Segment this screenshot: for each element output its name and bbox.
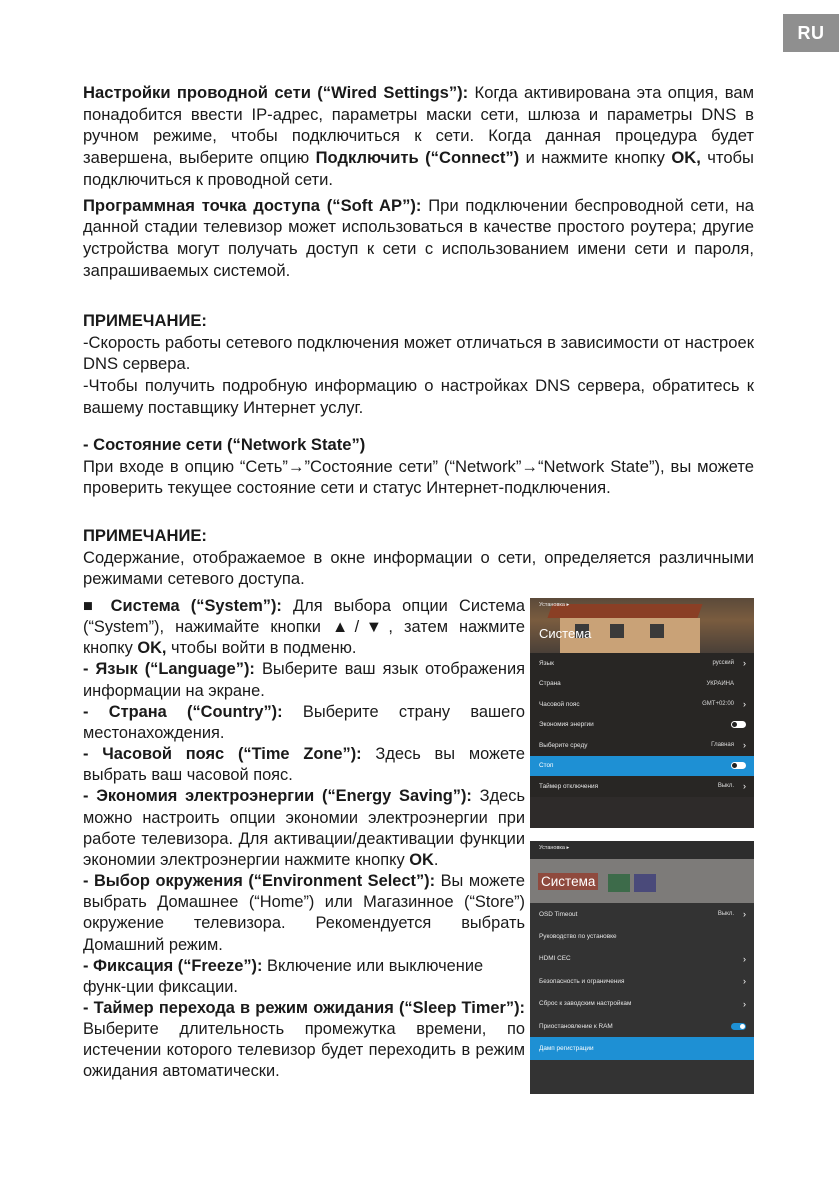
timezone-term: - Часовой пояс (“Time Zone”): xyxy=(83,745,362,764)
chevron-right-icon: › xyxy=(743,976,746,987)
country-text: Выберите страну вашего местонахождения. xyxy=(83,702,525,742)
row-label: Язык xyxy=(539,659,554,667)
row-value: русский xyxy=(712,660,734,667)
row-label: Выберите среду xyxy=(539,741,588,749)
row-label: Дамп регистрации xyxy=(539,1045,594,1053)
note-1-line-2: -Чтобы получить подробную информацию о настройках DNS сервера, обратитесь к вашему поставщику Интернет услуг. xyxy=(83,376,754,417)
network-state-section xyxy=(83,434,754,499)
menu-title: Система xyxy=(538,873,598,890)
menu-row-sleep-timer[interactable] xyxy=(530,776,754,797)
language-text: Выберите ваш язык отображения информации на экране. xyxy=(83,660,525,700)
environment-text: Вы можете выбрать Домашнее (“Home”) или Магазинное (“Store”) окружение телевизора. Рекомендуется выбрать Домашний режим. xyxy=(83,872,525,954)
note-1-line-1: -Скорость работы сетевого подключения может отличаться в зависимости от настроек DNS сервера. xyxy=(83,332,754,374)
breadcrumb: Установка ▸ xyxy=(539,845,570,851)
system-text-2: чтобы войти в подменю. xyxy=(166,639,357,658)
menu-row-install-guide[interactable] xyxy=(530,925,754,947)
freeze-paragraph xyxy=(83,956,525,998)
environment-term: - Выбор окружения (“Environment Select”): xyxy=(83,872,436,891)
connect-term: Подключить (“Connect”) xyxy=(315,148,520,168)
system-ok: OK, xyxy=(137,639,167,658)
menu-row-security[interactable] xyxy=(530,970,754,992)
breadcrumb: Установка ▸ xyxy=(539,602,570,608)
freeze-toggle[interactable] xyxy=(731,762,746,769)
network-state-text: При входе в опцию “Сеть”→”Состояние сети” (“Network”→“Network State”), вы можете проверить текущее состояние сети и статус Интернет-подключения. xyxy=(83,456,754,498)
menu-row-log-dump[interactable] xyxy=(530,1037,754,1059)
row-label: Таймер отключения xyxy=(539,782,599,790)
row-value: Главная xyxy=(711,742,734,749)
soft-ap-paragraph xyxy=(83,195,754,282)
timezone-paragraph xyxy=(83,744,525,786)
sleep-text: Выберите длительность промежутка времени, по истечении которого телевизор будет переходить в режим ожидания автоматически. xyxy=(83,1020,525,1081)
wired-text-1: Когда активирована эта опция, вам понадобится ввести IP-адрес, параметры маски сети, шлюза и параметры DNS в ручном режиме, чтобы подключиться к сети. Когда данная процедура будет завершена, выберите опцию xyxy=(83,83,754,168)
menu-row-suspend-ram[interactable] xyxy=(530,1015,754,1037)
soft-ap-term: Программная точка доступа (“Soft AP”): xyxy=(83,195,422,215)
menu-row-timezone[interactable] xyxy=(530,694,754,715)
menu-title: Система xyxy=(539,626,592,641)
house-roof xyxy=(547,604,702,618)
menu-row-language[interactable] xyxy=(530,653,754,674)
ok-term: OK, xyxy=(671,148,701,168)
chevron-right-icon: › xyxy=(743,699,746,710)
energy-toggle[interactable] xyxy=(731,721,746,728)
menu-row-osd-timeout[interactable] xyxy=(530,903,754,925)
wired-settings-paragraph xyxy=(83,82,754,191)
language-tab: RU xyxy=(783,14,839,52)
menu-row-energy-saving[interactable] xyxy=(530,715,754,736)
header-tile xyxy=(608,874,630,892)
note-1-section xyxy=(83,310,754,419)
tv-system-menu-screenshot-2 xyxy=(530,841,754,1094)
note-1-heading xyxy=(83,310,754,332)
chevron-right-icon: › xyxy=(743,953,746,964)
soft-ap-text: При подключении беспроводной сети, на данной стадии телевизор может использоваться в качестве простого роутера; другие устройства могут получать доступ к сети с использованием имени сети и пароля, запрашиваемых системой. xyxy=(83,195,755,280)
row-value: Выкл. xyxy=(717,783,734,790)
network-state-heading xyxy=(83,434,754,456)
note-2-text: Содержание, отображаемое в окне информации о сети, определяется различными режимами сетевого доступа. xyxy=(83,547,754,589)
note-2-heading xyxy=(83,525,754,547)
timezone-text: Здесь вы можете выбрать ваш часовой пояс. xyxy=(83,745,526,785)
network-state-heading-text: - Состояние сети (“Network State”) xyxy=(83,435,366,454)
sleep-term: - Таймер перехода в режим ожидания (“Sleep Timer”): xyxy=(83,998,525,1017)
wired-text-2: и нажмите кнопку xyxy=(519,148,672,168)
tv-system-menu-screenshot-1 xyxy=(530,598,754,828)
row-label: Часовой пояс xyxy=(539,700,580,708)
menu-row-environment[interactable] xyxy=(530,735,754,756)
menu-row-factory-reset[interactable] xyxy=(530,993,754,1015)
note-2-heading-text: ПРИМЕЧАНИЕ: xyxy=(83,526,207,545)
system-section xyxy=(83,596,525,1083)
settings-menu xyxy=(530,903,754,1060)
chevron-right-icon: › xyxy=(743,658,746,669)
wired-settings-term: Настройки проводной сети (“Wired Settings”): xyxy=(83,83,469,102)
row-value: GMT+02:00 xyxy=(702,701,734,708)
row-label: Руководство по установке xyxy=(539,933,617,941)
country-term: - Страна (“Country”): xyxy=(83,702,283,721)
menu-row-freeze[interactable] xyxy=(530,756,754,777)
sleep-paragraph xyxy=(83,998,525,1083)
wired-text-3: чтобы подключиться к проводной сети. xyxy=(83,148,754,189)
house-window xyxy=(610,624,624,638)
system-text-1: Для выбора опции Система (“System”), нажимайте кнопки ▲/▼, затем нажмите кнопку xyxy=(83,597,525,658)
row-label: HDMI CEC xyxy=(539,955,571,963)
row-value: Выкл. xyxy=(717,911,734,918)
house-window xyxy=(650,624,664,638)
row-label: Экономия энергии xyxy=(539,721,594,729)
language-paragraph xyxy=(83,659,525,701)
freeze-term: - Фиксация (“Freeze”): xyxy=(83,956,263,975)
energy-text-1: Здесь можно настроить опции экономии электроэнергии при работе телевизора. Для активации/деактивации функции экономии электроэнергии нажмите кнопку xyxy=(83,787,525,869)
row-label: OSD Timeout xyxy=(539,910,578,918)
system-paragraph xyxy=(83,596,525,659)
energy-term: - Экономия электроэнергии (“Energy Saving”): xyxy=(83,787,472,806)
header-tile xyxy=(634,874,656,892)
wired-soft-ap-section xyxy=(83,82,754,281)
suspend-ram-toggle[interactable] xyxy=(731,1023,746,1030)
row-label: Стоп xyxy=(539,762,554,770)
chevron-right-icon: › xyxy=(743,909,746,920)
row-label: Сброс к заводским настройкам xyxy=(539,1000,632,1008)
language-term: - Язык (“Language”): xyxy=(83,660,255,679)
system-term: ■ Система (“System”): xyxy=(83,597,282,615)
settings-menu xyxy=(530,653,754,797)
note-1-heading-text: ПРИМЕЧАНИЕ: xyxy=(83,311,207,330)
energy-ok: OK xyxy=(409,850,434,869)
menu-row-country[interactable] xyxy=(530,674,754,695)
row-value: УКРАИНА xyxy=(706,680,734,687)
freeze-text: Включение или выключение функ-ции фиксации. xyxy=(83,956,484,996)
energy-text-2: . xyxy=(433,850,439,869)
row-label: Страна xyxy=(539,680,561,688)
chevron-right-icon: › xyxy=(743,998,746,1009)
chevron-right-icon: › xyxy=(743,740,746,751)
row-label: Приостановление к RAM xyxy=(539,1022,613,1030)
note-2-section xyxy=(83,525,754,590)
chevron-right-icon: › xyxy=(743,781,746,792)
row-label: Безопасность и ограничения xyxy=(539,977,625,985)
environment-paragraph xyxy=(83,871,525,956)
country-paragraph xyxy=(83,702,525,744)
menu-row-hdmi-cec[interactable] xyxy=(530,948,754,970)
energy-paragraph xyxy=(83,786,525,871)
